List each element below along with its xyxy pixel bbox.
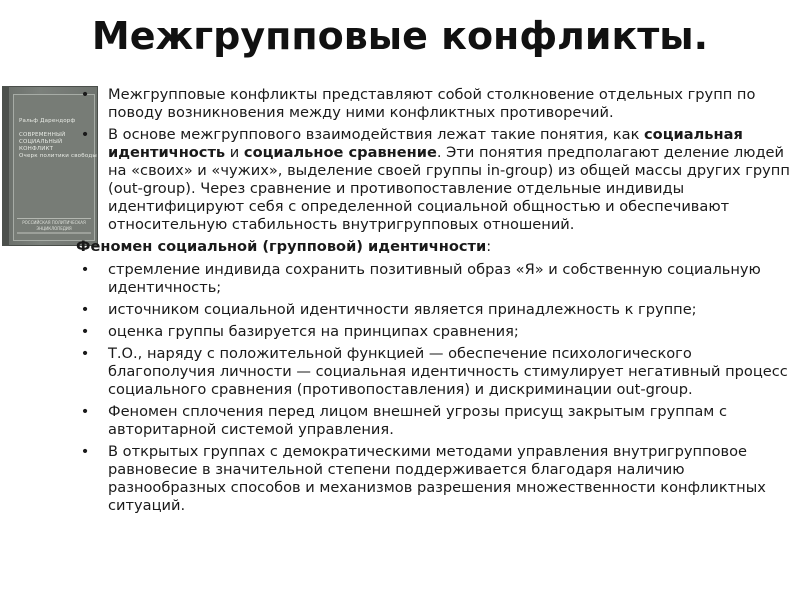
book-title-line: Очерк политики свободы [19,153,97,159]
list-item [76,345,794,399]
book-title-line: КОНФЛИКТ [19,146,54,152]
identity-bullet-list [76,261,794,515]
list-item [76,126,794,234]
bullet-text [108,126,790,233]
book-spine [2,86,9,246]
bullet-text: Феномен сплочения перед лицом внешней угрозы присущ закрытым группам с авторитарной системой управления. [108,403,727,438]
book-title-line: СОВРЕМЕННЫЙ [19,132,66,138]
bullet-text: источником социальной идентичности является принадлежность к группе; [108,301,697,318]
list-item [76,261,794,297]
bullet-icon: • [80,345,90,362]
bullet-text-part: и [225,144,244,161]
list-item [76,301,794,319]
bullet-text: стремление индивида сохранить позитивный образ «Я» и собственную социальную идентичность; [108,261,761,296]
list-item [76,443,794,515]
bullet-icon: • [80,323,90,340]
list-item [76,403,794,439]
bullet-text-part: В основе межгруппового взаимодействия лежат такие понятия, как [108,126,645,143]
bullet-icon: • [80,443,90,460]
bullet-icon: • [80,86,90,103]
section-heading [76,238,794,256]
bullet-text: В открытых группах с демократическими методами управления внутригрупповое равновесие в значительной степени поддерживается благодаря наличию разнообразных способов и механизмов разрешения множественности конфликтных ситуаций. [108,443,766,514]
list-item [76,86,794,122]
book-author: Ральф Дарендорф [19,118,76,124]
book-title-line: СОЦИАЛЬНЫЙ [19,139,63,145]
bullet-bold-term: социальное сравнение [243,144,437,161]
list-item [76,323,794,341]
section-heading-suffix: : [486,238,492,255]
intro-bullet-list [76,86,794,234]
bullet-text-part: . Эти понятия предполагают деление людей на «своих» и «чужих», выделение своей группы in-group) из общей массы других групп (out-group). Через сравнение и противопоставление отдельные индивиды идентифицируют себя с определенной социальной общностью и обеспечивают относительную стабильность внутригрупповых отношений. [108,144,790,233]
bullet-text: Т.О., наряду с положительной функцией — обеспечение психологического благополучия личности — социальная идентичность стимулирует негативный процесс социального сравнения (противопоставления) и дискриминации out-group. [108,345,788,398]
section-heading-text: Феномен социальной (групповой) идентичности [76,238,487,255]
bullet-icon: • [80,126,90,143]
bullet-icon: • [80,403,90,420]
bullet-icon: • [80,301,90,318]
bullet-text: оценка группы базируется на принципах сравнения; [108,323,519,340]
book-publisher-line: РОССИЙСКАЯ ПОЛИТИЧЕСКАЯ ЭНЦИКЛОПЕДИЯ [17,220,91,233]
bullet-text: Межгрупповые конфликты представляют собой столкновение отдельных групп по поводу возникновения между ними конфликтных противоречий. [108,86,756,121]
slide-content [76,86,794,519]
bullet-icon: • [80,261,90,278]
bullet-bold-term: социальная идентичность [108,126,743,161]
slide-title: Межгрупповые конфликты. [91,14,709,58]
